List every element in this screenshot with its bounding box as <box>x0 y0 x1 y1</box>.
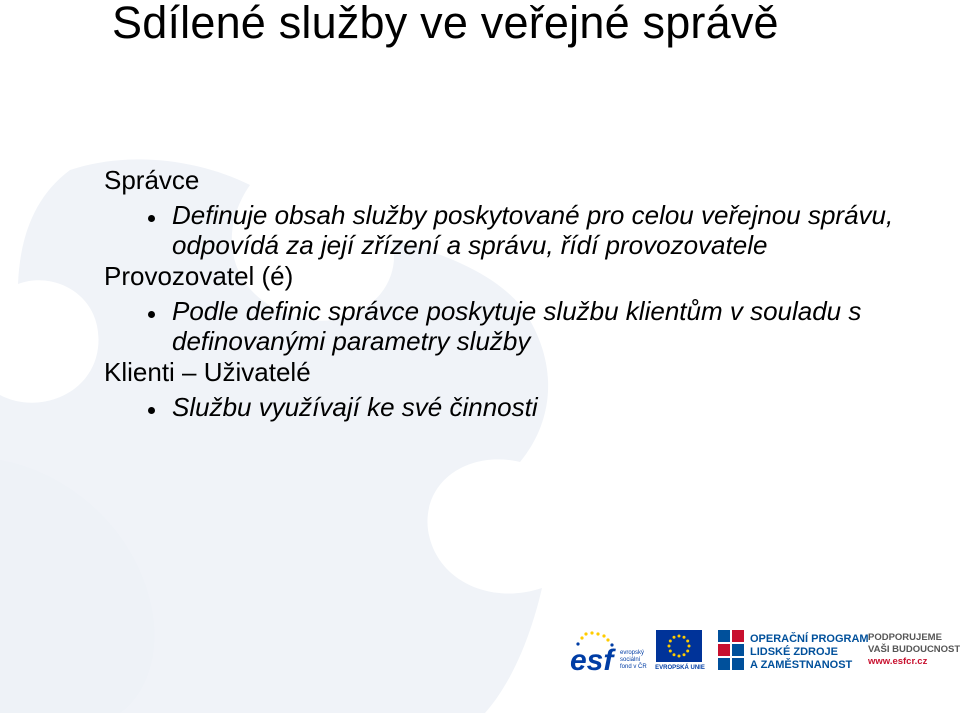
support-text: PODPORUJEME VAŠI BUDOUCNOST www.esfcr.cz <box>868 632 960 667</box>
bullet-text: Definuje obsah služby poskytované pro celou veřejnou správu, odpovídá za její zřízení a správu, řídí provozovatele <box>172 200 894 260</box>
esfcr-link[interactable]: www.esfcr.cz <box>868 656 928 667</box>
section-heading-spravce: Správce <box>104 165 200 195</box>
op-lzz-logo <box>718 630 746 670</box>
slide-content <box>104 165 924 422</box>
section-heading-klienti: Klienti – Uživatelé <box>104 357 311 387</box>
bullet-dot-icon <box>148 215 155 222</box>
bullet-item <box>104 200 924 260</box>
slide-title: Sdílené služby ve veřejné správě <box>112 0 779 48</box>
bullet-text: Službu využívají ke své činnosti <box>172 392 538 422</box>
svg-text:esf: esf <box>570 644 614 674</box>
eu-caption: EVROPSKÁ UNIE <box>655 665 705 671</box>
section-heading-provozovatel: Provozovatel (é) <box>104 261 294 291</box>
eu-flag-icon <box>656 630 702 662</box>
esf-tagline: evropský sociální fond v ČR <box>620 650 647 670</box>
op-program-text: OPERAČNÍ PROGRAM LIDSKÉ ZDROJE A ZAMĚSTNANOST <box>750 633 869 671</box>
bullet-item <box>104 392 924 422</box>
bullet-dot-icon <box>148 311 155 318</box>
footer-logos <box>570 628 960 676</box>
bullet-dot-icon <box>148 407 155 414</box>
bullet-item <box>104 296 924 356</box>
bullet-text: Podle definic správce poskytuje službu klientům v souladu s definovanými parametry služby <box>172 296 862 356</box>
